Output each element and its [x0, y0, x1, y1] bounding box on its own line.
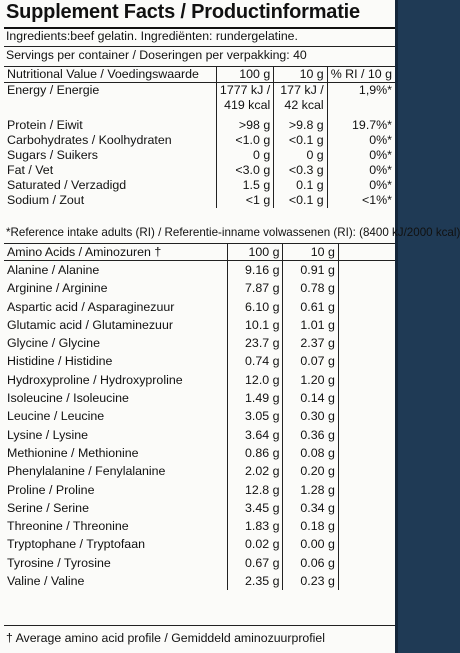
amino-row — [4, 334, 395, 352]
nutrition-header-row — [4, 67, 395, 83]
amino-row — [4, 554, 395, 572]
amino-row-cell — [338, 517, 395, 535]
amino-row-cell: 0.74 g — [228, 352, 283, 370]
amino-row-cell: 6.10 g — [228, 298, 283, 316]
nutrition-row-cell: Fat / Vet — [7, 163, 54, 177]
amino-row-cell — [338, 426, 395, 444]
amino-row-cell: 0.18 g — [283, 517, 338, 535]
amino-row — [4, 481, 395, 499]
nutrition-row-cell: Protein / Eiwit — [7, 118, 83, 132]
amino-row-cell: 0.34 g — [283, 499, 338, 517]
amino-row-cell: 0.14 g — [283, 389, 338, 407]
amino-row-cell — [338, 535, 395, 553]
amino-row-cell — [338, 389, 395, 407]
label-title: Supplement Facts / Productinformatie — [6, 1, 360, 23]
amino-row-cell: 12.8 g — [228, 481, 283, 499]
amino-row-cell: 0.61 g — [283, 298, 338, 316]
nutrition-row-cell: 0%* — [327, 178, 395, 193]
nutrition-row — [4, 83, 395, 99]
amino-row — [4, 261, 395, 280]
amino-row-cell: 3.05 g — [228, 407, 283, 425]
nutrition-row-cell: Carbohydrates / Koolhydraten — [7, 133, 172, 147]
nutrition-row-cell: 1777 kJ / — [216, 83, 273, 99]
nutrition-row-cell: Saturated / Verzadigd — [7, 178, 127, 192]
amino-row — [4, 535, 395, 553]
amino-row-cell: 7.87 g — [228, 279, 283, 297]
amino-acid-table — [4, 243, 395, 590]
nutrition-row-cell: 177 kJ / — [274, 83, 327, 99]
amino-row-cell: Phenylalanine / Fenylalanine — [7, 464, 166, 479]
amino-row — [4, 462, 395, 480]
amino-row-cell: 1.49 g — [228, 389, 283, 407]
nutrition-row-cell: 1.5 g — [216, 178, 273, 193]
amino-row-cell: 2.02 g — [228, 462, 283, 480]
amino-header-label: Amino Acids / Aminozuren † — [4, 244, 228, 261]
amino-row-cell: Serine / Serine — [7, 500, 89, 515]
amino-row-cell — [338, 462, 395, 480]
amino-header-100g: 100 g — [228, 244, 283, 261]
amino-row-cell — [338, 407, 395, 425]
amino-row-cell: 0.08 g — [283, 444, 338, 462]
nutrition-row-cell: 0%* — [327, 148, 395, 163]
amino-row-cell: 0.78 g — [283, 279, 338, 297]
amino-row-cell: 12.0 g — [228, 371, 283, 389]
nutrition-row-cell: <3.0 g — [216, 163, 273, 178]
amino-row-cell: 9.16 g — [228, 261, 283, 280]
amino-row-cell: Histidine / Histidine — [7, 354, 113, 369]
nutrition-row-cell: <0.3 g — [274, 163, 327, 178]
amino-row-cell: Isoleucine / Isoleucine — [7, 391, 129, 406]
amino-row — [4, 426, 395, 444]
nutrition-row-cell: >9.8 g — [274, 113, 327, 133]
nutrition-row-cell: <1 g — [216, 193, 273, 208]
amino-row-cell: 0.07 g — [283, 352, 338, 370]
amino-row-cell: Tryptophane / Tryptofaan — [7, 537, 145, 552]
ingredients-text: Ingredients:beef gelatin. Ingrediënten: rundergelatine. — [6, 29, 298, 43]
amino-row-cell — [338, 352, 395, 370]
amino-row-cell — [338, 279, 395, 297]
amino-row-cell: Glutamic acid / Glutaminezuur — [7, 317, 173, 332]
amino-row-cell: 0.02 g — [228, 535, 283, 553]
amino-row-cell — [338, 261, 395, 280]
nutrition-header-ri: % RI / 10 g — [327, 67, 395, 83]
nutrition-row-cell: 42 kcal — [274, 98, 327, 113]
amino-row — [4, 444, 395, 462]
amino-row-cell: Valine / Valine — [7, 574, 85, 589]
amino-row-cell: 0.20 g — [283, 462, 338, 480]
nutrition-row-cell: >98 g — [216, 113, 273, 133]
divider — [4, 625, 395, 626]
amino-row — [4, 517, 395, 535]
amino-header-row — [4, 244, 395, 261]
amino-row-cell — [338, 481, 395, 499]
nutrition-row-cell: 0 g — [274, 148, 327, 163]
divider — [4, 46, 395, 47]
nutrition-row-cell: Energy / Energie — [7, 83, 100, 97]
nutrition-row-cell: Sugars / Suikers — [7, 148, 98, 162]
amino-row-cell: 1.28 g — [283, 481, 338, 499]
nutrition-row-cell: <1%* — [327, 193, 395, 208]
amino-row-cell — [338, 334, 395, 352]
amino-row — [4, 352, 395, 370]
nutrition-row-cell: 19.7%* — [327, 113, 395, 133]
nutrition-row-cell: 0%* — [327, 163, 395, 178]
nutrition-row — [4, 98, 395, 113]
amino-row — [4, 371, 395, 389]
amino-row-cell: 1.01 g — [283, 316, 338, 334]
amino-header-blank — [338, 244, 395, 261]
amino-row-cell — [338, 316, 395, 334]
amino-row-cell: 0.00 g — [283, 535, 338, 553]
amino-row — [4, 389, 395, 407]
amino-row-cell: 1.83 g — [228, 517, 283, 535]
amino-row-cell: Leucine / Leucine — [7, 409, 105, 424]
amino-row-cell: Arginine / Arginine — [7, 281, 108, 296]
amino-row-cell: 0.67 g — [228, 554, 283, 572]
nutrition-row-cell: 1,9%* — [327, 83, 395, 99]
amino-row-cell: Aspartic acid / Asparaginezuur — [7, 299, 175, 314]
amino-header-10g: 10 g — [283, 244, 338, 261]
amino-row-cell: 0.91 g — [283, 261, 338, 280]
nutrition-row-cell: 0.1 g — [274, 178, 327, 193]
nutrition-header-label: Nutritional Value / Voedingswaarde — [4, 67, 216, 83]
amino-row — [4, 407, 395, 425]
amino-row-cell: 0.23 g — [283, 572, 338, 590]
amino-row-cell — [338, 371, 395, 389]
footnote: † Average amino acid profile / Gemiddeld aminozuurprofiel — [6, 631, 325, 645]
amino-row — [4, 316, 395, 334]
nutrition-row-cell: Sodium / Zout — [7, 193, 85, 207]
amino-row-cell: 2.37 g — [283, 334, 338, 352]
amino-row-cell — [338, 444, 395, 462]
nutrition-row-cell: <0.1 g — [274, 193, 327, 208]
amino-row-cell: 23.7 g — [228, 334, 283, 352]
nutrition-row-cell — [327, 98, 395, 113]
amino-row-cell: Alanine / Alanine — [7, 263, 100, 277]
nutrition-row-cell: 0%* — [327, 133, 395, 148]
amino-row-cell: Threonine / Threonine — [7, 519, 129, 534]
amino-row-cell: 10.1 g — [228, 316, 283, 334]
nutrition-row-cell: <0.1 g — [274, 133, 327, 148]
amino-row-cell: Hydroxyproline / Hydroxyproline — [7, 372, 183, 387]
nutrition-row-cell: 419 kcal — [216, 98, 273, 113]
nutrition-row-cell: 0 g — [216, 148, 273, 163]
amino-row — [4, 298, 395, 316]
amino-row-cell — [338, 298, 395, 316]
nutrition-row — [4, 178, 395, 193]
nutrition-row — [4, 113, 395, 133]
amino-row — [4, 499, 395, 517]
nutrition-row-cell: <1.0 g — [216, 133, 273, 148]
amino-row-cell: Proline / Proline — [7, 482, 95, 497]
nutrition-header-100g: 100 g — [216, 67, 273, 83]
nutrition-header-10g: 10 g — [274, 67, 327, 83]
servings-text: Servings per container / Doseringen per verpakking: 40 — [6, 48, 307, 62]
amino-row-cell: 0.36 g — [283, 426, 338, 444]
amino-row-cell: Tyrosine / Tyrosine — [7, 555, 111, 570]
amino-row-cell — [338, 499, 395, 517]
amino-row-cell: Methionine / Methionine — [7, 445, 139, 460]
nutrition-row — [4, 133, 395, 148]
amino-row-cell: 1.20 g — [283, 371, 338, 389]
amino-row-cell: 0.86 g — [228, 444, 283, 462]
nutrition-row — [4, 193, 395, 208]
amino-row-cell — [338, 572, 395, 590]
nutrition-table — [4, 66, 395, 208]
nutrition-row-cell — [4, 98, 216, 113]
amino-row-cell: 0.30 g — [283, 407, 338, 425]
amino-row-cell: 0.06 g — [283, 554, 338, 572]
amino-row — [4, 572, 395, 590]
amino-row — [4, 279, 395, 297]
amino-row-cell: Glycine / Glycine — [7, 336, 100, 351]
reference-intake-note: *Reference intake adults (RI) / Referentie-inname volwassenen (RI): (8400 kJ/2000 kcal) — [6, 226, 460, 239]
nutrition-row — [4, 163, 395, 178]
amino-row-cell — [338, 554, 395, 572]
amino-row-cell: Lysine / Lysine — [7, 427, 89, 442]
nutrition-row — [4, 148, 395, 163]
amino-row-cell: 3.45 g — [228, 499, 283, 517]
amino-row-cell: 3.64 g — [228, 426, 283, 444]
amino-row-cell: 2.35 g — [228, 572, 283, 590]
